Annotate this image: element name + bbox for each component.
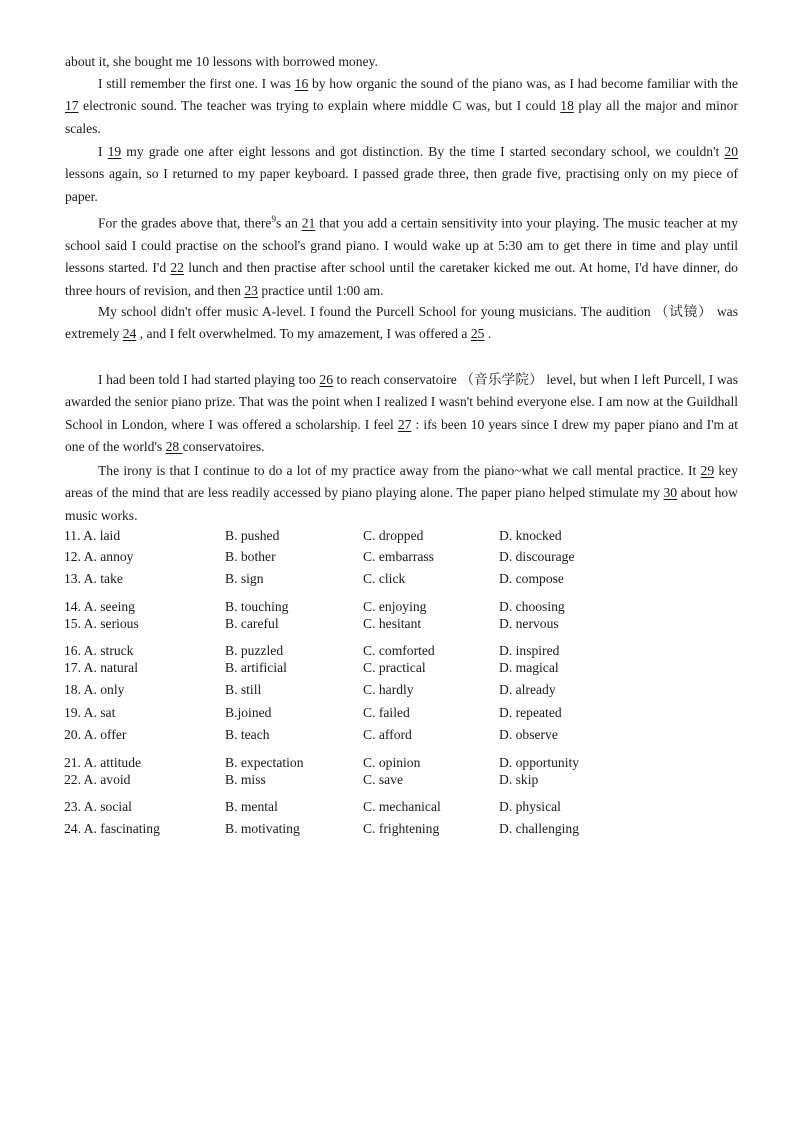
paragraph-text: play all the major and minor scales. (65, 98, 738, 136)
answer-option: D. magical (499, 660, 559, 675)
paragraph-text: I still remember the first one. I was (98, 76, 295, 91)
answer-option: D. challenging (499, 821, 580, 836)
blank-number: 16 (294, 76, 309, 91)
answer-option: B. motivating (225, 821, 300, 836)
paragraph-text: lessons again, so I returned to my paper keyboard. I passed grade three, then grade five, practising only on my piece of paper. (65, 166, 738, 204)
blank-number: 23 (244, 282, 258, 298)
answer-option: D. inspired (499, 643, 560, 658)
answer-option: B. teach (225, 727, 270, 742)
question-option-a: 17. A. natural (64, 660, 138, 675)
answer-option: D. nervous (499, 616, 559, 631)
paragraph-text: electronic sound. The teacher was trying to explain where middle C was, but I could (78, 98, 561, 114)
paragraph (65, 369, 738, 459)
question-option-a: 14. A. seeing (64, 599, 135, 614)
answer-option: D. skip (499, 772, 539, 787)
blank-number: 17 (65, 98, 79, 114)
blank-number: 19 (107, 144, 122, 159)
question-option-a: 19. A. sat (64, 705, 116, 720)
question-option-a: 16. A. struck (64, 643, 134, 658)
blank-number: 18 (560, 98, 574, 114)
answer-option: C. opinion (363, 755, 421, 770)
paragraph-text: by how organic the sound of the piano was, as I had become familiar with the (308, 76, 738, 91)
paragraph (65, 460, 738, 527)
paragraph (65, 301, 738, 346)
answer-option: B. still (225, 682, 262, 697)
answer-option: B. pushed (225, 528, 280, 543)
paragraph (65, 208, 738, 302)
paragraph (65, 51, 738, 73)
paragraph-text: practice until 1:00 am. (257, 282, 384, 298)
answer-option: C. mechanical (363, 799, 441, 814)
paragraph-text: The irony is that I continue to do a lot of my practice away from the piano~what we call mental practice. It (98, 463, 701, 478)
blank-number: 20 (724, 144, 738, 159)
answer-option: D. compose (499, 571, 564, 586)
answer-option: B. puzzled (225, 643, 284, 658)
question-option-a: 11. A. laid (64, 528, 121, 543)
answer-option: D. discourage (499, 549, 575, 564)
paragraph-text: key areas of the mind that are less readily accessed by piano playing alone. The paper piano helped stimulate my (65, 463, 738, 501)
answer-option: B. touching (225, 599, 289, 614)
question-option-a: 23. A. social (64, 799, 132, 814)
blank-number: 30 (663, 485, 678, 501)
answer-option: C. dropped (363, 528, 424, 543)
blank-number: 22 (170, 260, 184, 276)
answer-option: C. comforted (363, 643, 435, 658)
answer-option: C. practical (363, 660, 426, 675)
question-option-a: 15. A. serious (64, 616, 139, 631)
answer-option: B. expectation (225, 755, 304, 770)
answer-option: C. hardly (363, 682, 414, 697)
blank-number: 26 (319, 372, 333, 387)
blank-number: 25 (470, 326, 485, 342)
answer-option: D. observe (499, 727, 558, 742)
paragraph-text: about how music works. (65, 485, 738, 523)
answer-option: B. mental (225, 799, 278, 814)
answer-option: D. choosing (499, 599, 565, 614)
answer-option: C. failed (363, 705, 410, 720)
paragraph-text: my grade one after eight lessons and got distinction. By the time I started secondary school, we couldn't (121, 144, 725, 159)
answer-option: B.joined (225, 705, 272, 720)
blank-number: 21 (301, 215, 316, 231)
answer-option: B. careful (225, 616, 279, 631)
paragraph-text: : ifs been 10 years since I drew my paper piano and I'm at one of the world's (65, 416, 738, 455)
blank-number: 28 (165, 439, 183, 455)
paragraph-text: , and I felt overwhelmed. To my amazement, I was offered a (136, 326, 471, 342)
answer-option: D. already (499, 682, 556, 697)
paragraph-text: I had been told I had started playing too (98, 372, 320, 387)
answer-option: D. knocked (499, 528, 562, 543)
answer-option: B. bother (225, 549, 276, 564)
answer-option: B. miss (225, 772, 266, 787)
paragraph-text: to reach conservatoire （音乐学院） level, but when I left Purcell, I was awarded the senior piano prize. That was the point when I realized I wasn't behind everyone else. I am now at the Guildhall School in London, where I was offered a scholarship. I feel (65, 372, 738, 432)
question-option-a: 20. A. offer (64, 727, 127, 742)
answer-option: C. save (363, 772, 404, 787)
question-option-a: 21. A. attitude (64, 755, 142, 770)
question-option-a: 24. A. fascinating (64, 821, 160, 836)
paragraph-text: that you add a certain sensitivity into your playing. The music teacher at my school said I could practise on the school's grand piano. I would wake up at 5:30 am to get there in time and play until lessons started. I'd (65, 215, 738, 276)
paragraph (65, 141, 738, 208)
question-option-a: 12. A. annoy (64, 549, 134, 564)
paragraph (65, 73, 738, 140)
paragraph-text: lunch and then practise after school until the caretaker kicked me out. At home, I'd have dinner, do three hours of revision, and then (65, 260, 738, 298)
superscript: 9 (271, 214, 276, 224)
answer-option: B. sign (225, 571, 264, 586)
answer-option: B. artificial (225, 660, 287, 675)
paragraph-text: s an (275, 215, 302, 231)
answer-option: C. enjoying (363, 599, 427, 614)
blank-number: 27 (397, 416, 412, 432)
paragraph-text: I (98, 144, 108, 159)
paragraph-text: . (484, 326, 492, 342)
answer-option: D. physical (499, 799, 561, 814)
paragraph-text: about it, she bought me 10 lessons with borrowed money. (65, 54, 378, 69)
answer-option: D. repeated (499, 705, 562, 720)
paragraph-text: For the grades above that, there (98, 215, 272, 231)
paragraph-text: My school didn't offer music A-level. I found the Purcell School for young musicians. The audition （试镜） was extremely (65, 304, 738, 342)
question-option-a: 13. A. take (64, 571, 123, 586)
blank-number: 24 (122, 326, 137, 342)
answer-option: D. opportunity (499, 755, 580, 770)
question-option-a: 22. A. avoid (64, 772, 131, 787)
answer-option: C. embarrass (363, 549, 434, 564)
blank-number: 29 (700, 463, 715, 478)
answer-option: C. hesitant (363, 616, 422, 631)
answer-option: C. frightening (363, 821, 440, 836)
paragraph-text: conservatoires. (182, 439, 265, 455)
question-option-a: 18. A. only (64, 682, 125, 697)
answer-option: C. click (363, 571, 406, 586)
answer-option: C. afford (363, 727, 412, 742)
